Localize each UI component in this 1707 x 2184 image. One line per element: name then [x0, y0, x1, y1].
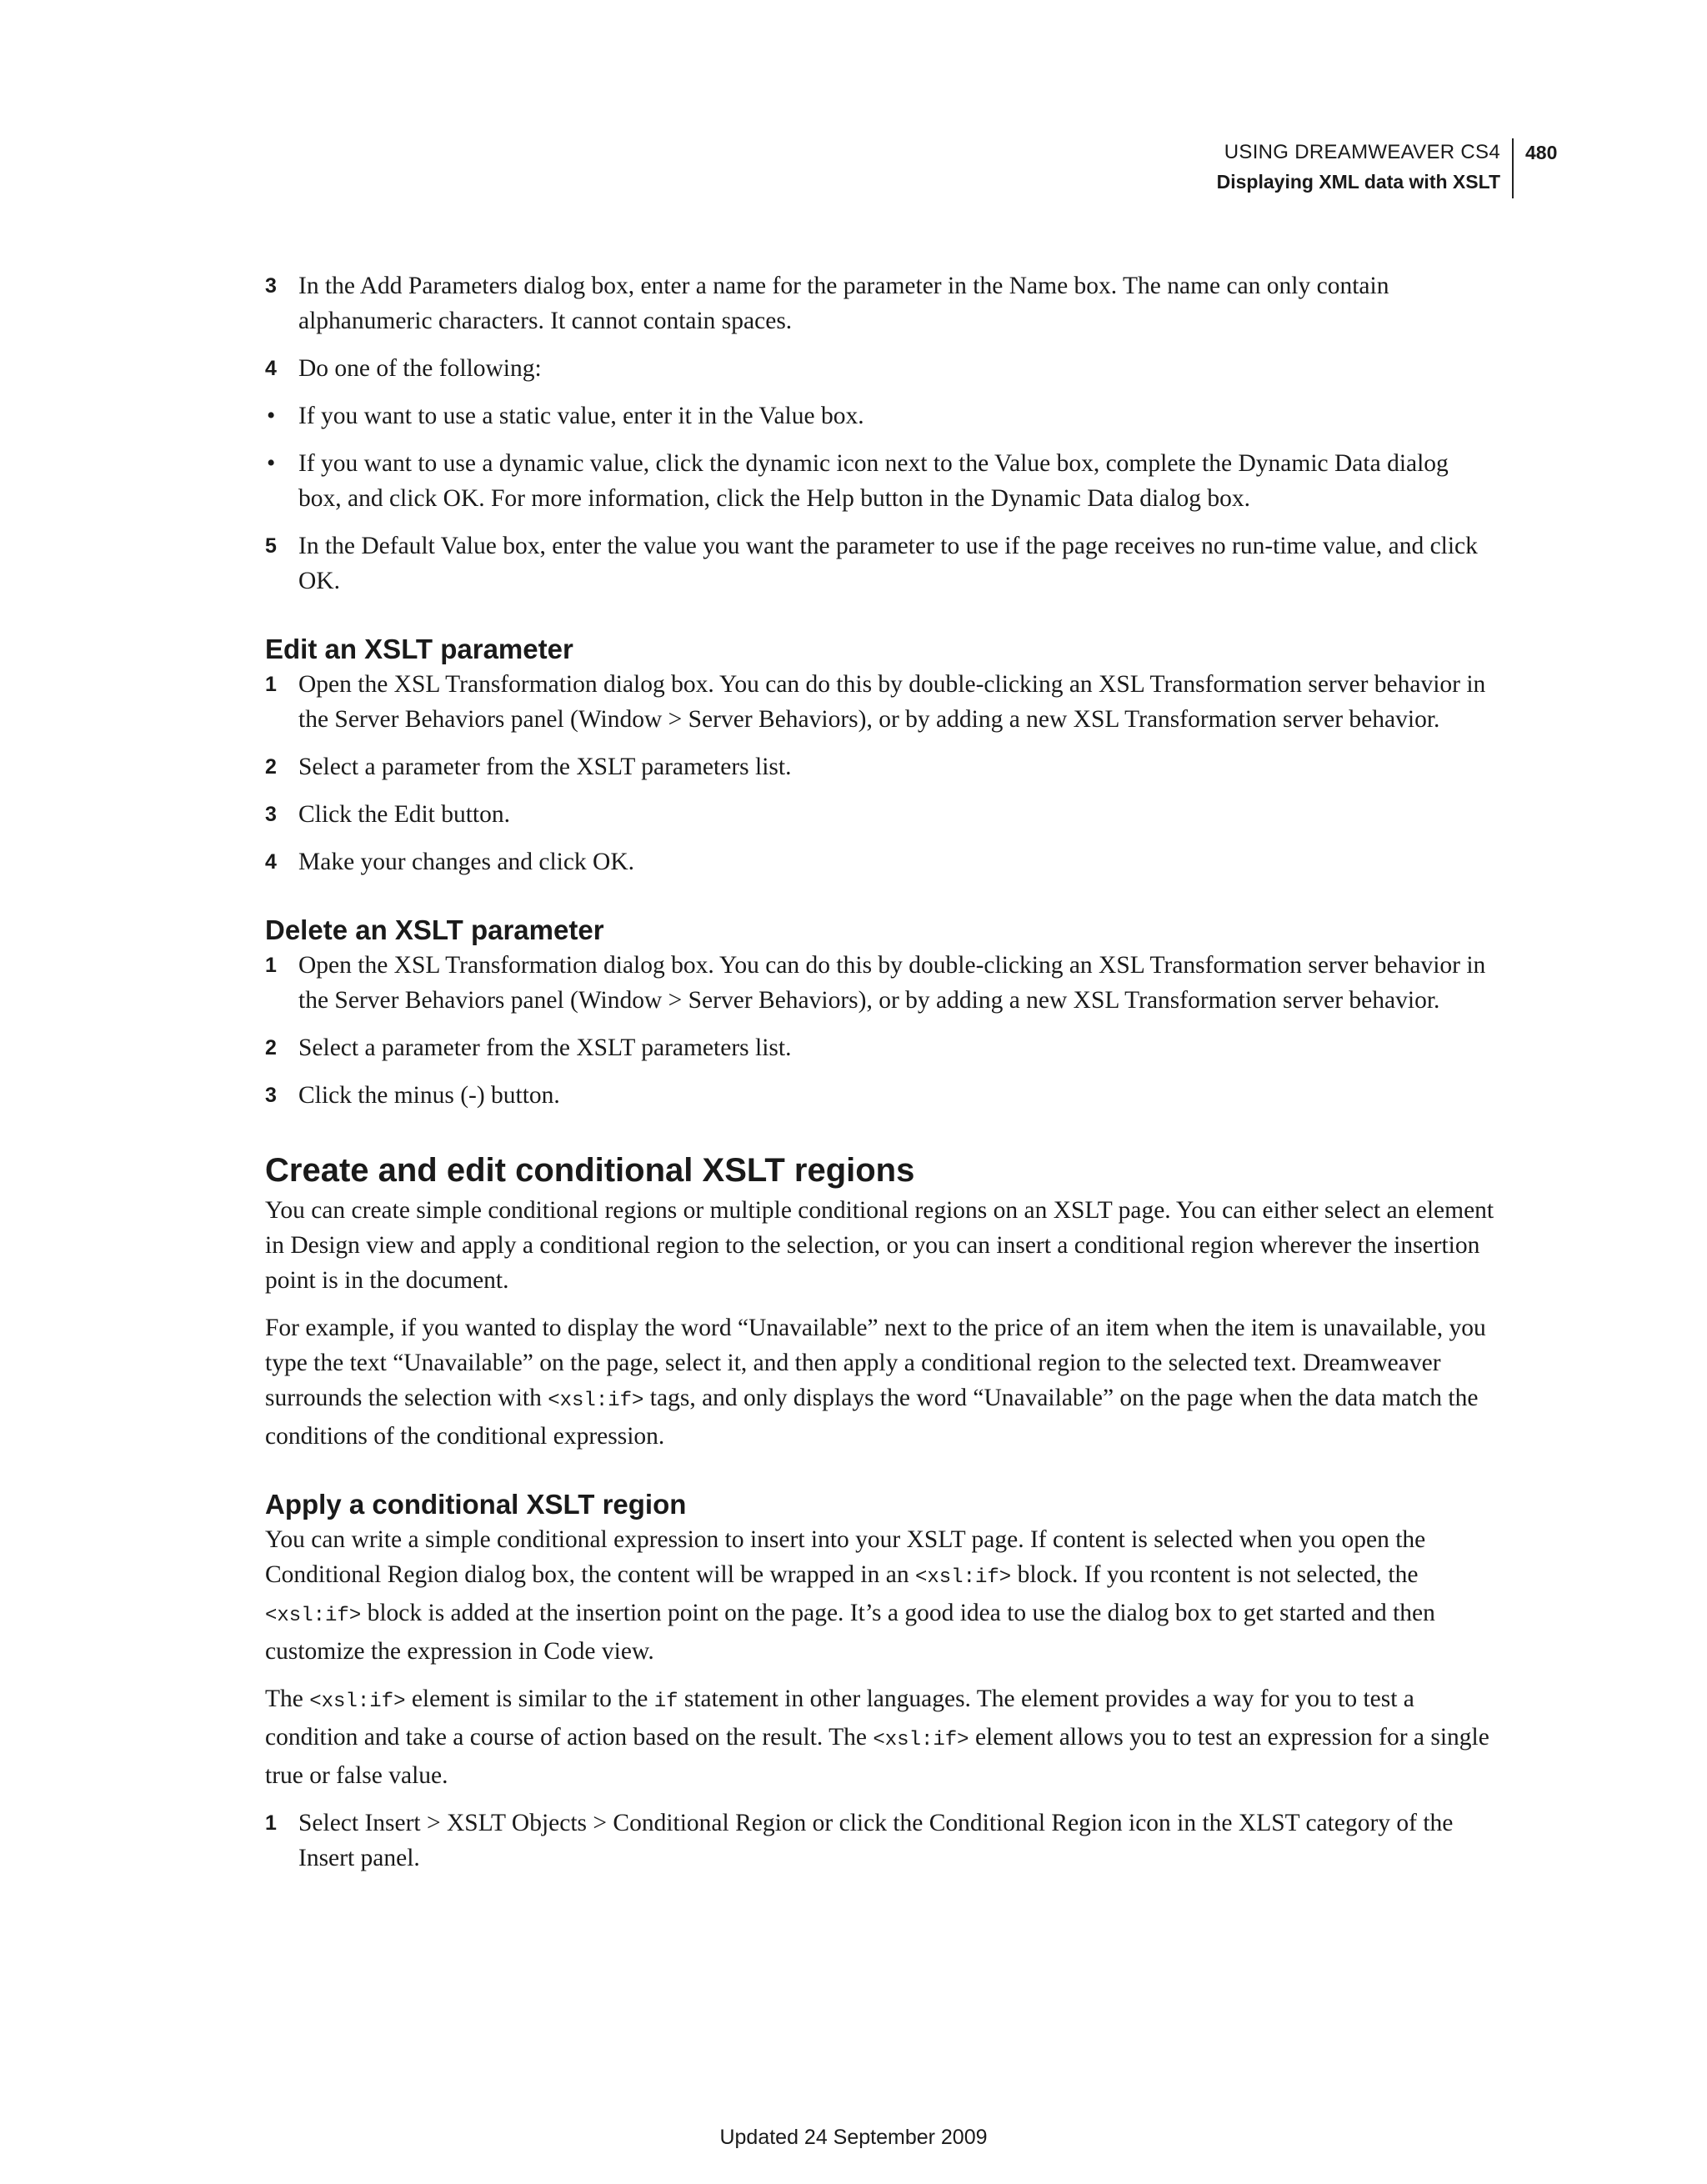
bullet-item: [265, 398, 1497, 433]
apply-region-heading: Apply a conditional XSLT region: [265, 1489, 687, 1520]
conditional-intro-paragraph: You can create simple conditional regions or multiple conditional regions on an XSLT page. You can either select an element in Design view and apply a conditional region to the selection, or you can insert a conditional region wherever the insertion point is in the document.: [265, 1197, 1494, 1294]
step-text: Do one of the following:: [298, 355, 542, 382]
step-number: 1: [265, 1811, 277, 1835]
step-number: 2: [265, 1036, 277, 1059]
step-number: 2: [265, 755, 277, 779]
step-text: Make your changes and click OK.: [298, 849, 635, 875]
chapter-title: Displaying XML data with XSLT: [1216, 171, 1500, 193]
code-xsl-if: <xsl:if>: [309, 1691, 406, 1713]
conditional-regions-heading: Create and edit conditional XSLT regions: [265, 1152, 915, 1189]
step-4: [265, 351, 1497, 386]
step-number: 1: [265, 954, 277, 977]
edit-step-3: [265, 797, 1497, 832]
step-text: Click the minus (-) button.: [298, 1082, 560, 1109]
delete-step-1: [265, 948, 1497, 1018]
edit-parameter-heading: Edit an XSLT parameter: [265, 634, 573, 664]
step-number: 1: [265, 673, 277, 696]
page-footer: Updated 24 September 2009: [719, 2126, 988, 2149]
code-xsl-if: <xsl:if>: [265, 1605, 362, 1627]
code-xsl-if: <xsl:if>: [873, 1729, 969, 1751]
edit-step-4: [265, 844, 1497, 879]
delete-step-2: [265, 1030, 1497, 1065]
text-run: element is similar to the: [405, 1686, 654, 1712]
page-body: [265, 268, 1497, 1888]
code-xsl-if: <xsl:if>: [914, 1566, 1012, 1589]
conditional-example-paragraph: [265, 1310, 1497, 1454]
apply-paragraph-1: [265, 1522, 1497, 1669]
text-run: block is added at the insertion point on the page. It’s a good idea to use the dialog box to get started and then customize the expression in Code view.: [265, 1600, 1435, 1665]
bullet-mark: •: [267, 450, 276, 477]
text-run: You can write a simple conditional expression to insert into your XSLT page. If content is selected when you open the Conditional Region dialog box, the content will be wrapped in an: [265, 1526, 1426, 1588]
step-text: Open the XSL Transformation dialog box. You can do this by double-clicking an XSL Transformation server behavior in the Server Behaviors panel (Window > Server Behaviors), or by adding a new XSL Transformation server behavior.: [298, 671, 1486, 733]
bullet-text: If you want to use a dynamic value, click the dynamic icon next to the Value box, complete the Dynamic Data dialog box, and click OK. For more information, click the Help button in the Dynamic Data dialog box.: [298, 450, 1449, 512]
step-number: 3: [265, 274, 277, 298]
text-run: tags, and only displays the word “Unavailable” on the page when the data match the conditions of the conditional expression.: [265, 1385, 1479, 1450]
bullet-item: [265, 446, 1497, 516]
apply-step-1: [265, 1806, 1497, 1876]
text-run: For example, if you wanted to display the word “Unavailable” next to the price of an item when the item is unavailable, you type the text “Unavailable” on the page, select it, and then apply a conditional region to the selected text. Dreamweaver surrounds the selection with: [265, 1315, 1486, 1411]
step-number: 5: [265, 534, 277, 558]
delete-step-3: [265, 1078, 1497, 1113]
text-run: statement in other languages. The element provides a way for you to test a condition and take a course of action based on the result. The: [265, 1686, 1414, 1751]
step-3: [265, 268, 1497, 338]
step-text: In the Default Value box, enter the value you want the parameter to use if the page receives no run-time value, and click OK.: [298, 533, 1478, 594]
step-text: Open the XSL Transformation dialog box. You can do this by double-clicking an XSL Transformation server behavior in the Server Behaviors panel (Window > Server Behaviors), or by adding a new XSL Transformation server behavior.: [298, 952, 1486, 1014]
step-number: 4: [265, 357, 277, 380]
apply-paragraph-2: [265, 1681, 1497, 1793]
edit-step-2: [265, 749, 1497, 784]
text-run: The: [265, 1686, 310, 1712]
step-text: Select a parameter from the XSLT parameters list.: [298, 754, 792, 780]
code-xsl-if: <xsl:if>: [548, 1390, 644, 1412]
edit-step-1: [265, 667, 1497, 737]
page-number: 480: [1525, 142, 1558, 163]
delete-parameter-heading: Delete an XSLT parameter: [265, 914, 604, 945]
step-text: Select a parameter from the XSLT parameters list.: [298, 1034, 792, 1061]
step-text: In the Add Parameters dialog box, enter a name for the parameter in the Name box. The name can only contain alphanumeric characters. It cannot contain spaces.: [298, 273, 1389, 334]
bullet-text: If you want to use a static value, enter it in the Value box.: [298, 403, 864, 429]
step-number: 3: [265, 1084, 277, 1107]
bullet-mark: •: [267, 403, 276, 429]
step-number: 4: [265, 850, 277, 874]
text-run: element allows you to test an expression for a single true or false value.: [265, 1724, 1489, 1789]
step-text: Click the Edit button.: [298, 801, 511, 828]
code-if: if: [653, 1691, 678, 1713]
step-text: Select Insert > XSLT Objects > Conditional Region or click the Conditional Region icon in the XLST category of the Insert panel.: [298, 1810, 1454, 1871]
text-run: block. If you rcontent is not selected, the: [1011, 1561, 1419, 1588]
book-title: USING DREAMWEAVER CS4: [1224, 141, 1500, 163]
step-5: [265, 528, 1497, 599]
step-number: 3: [265, 803, 277, 826]
running-header: [1217, 138, 1514, 198]
